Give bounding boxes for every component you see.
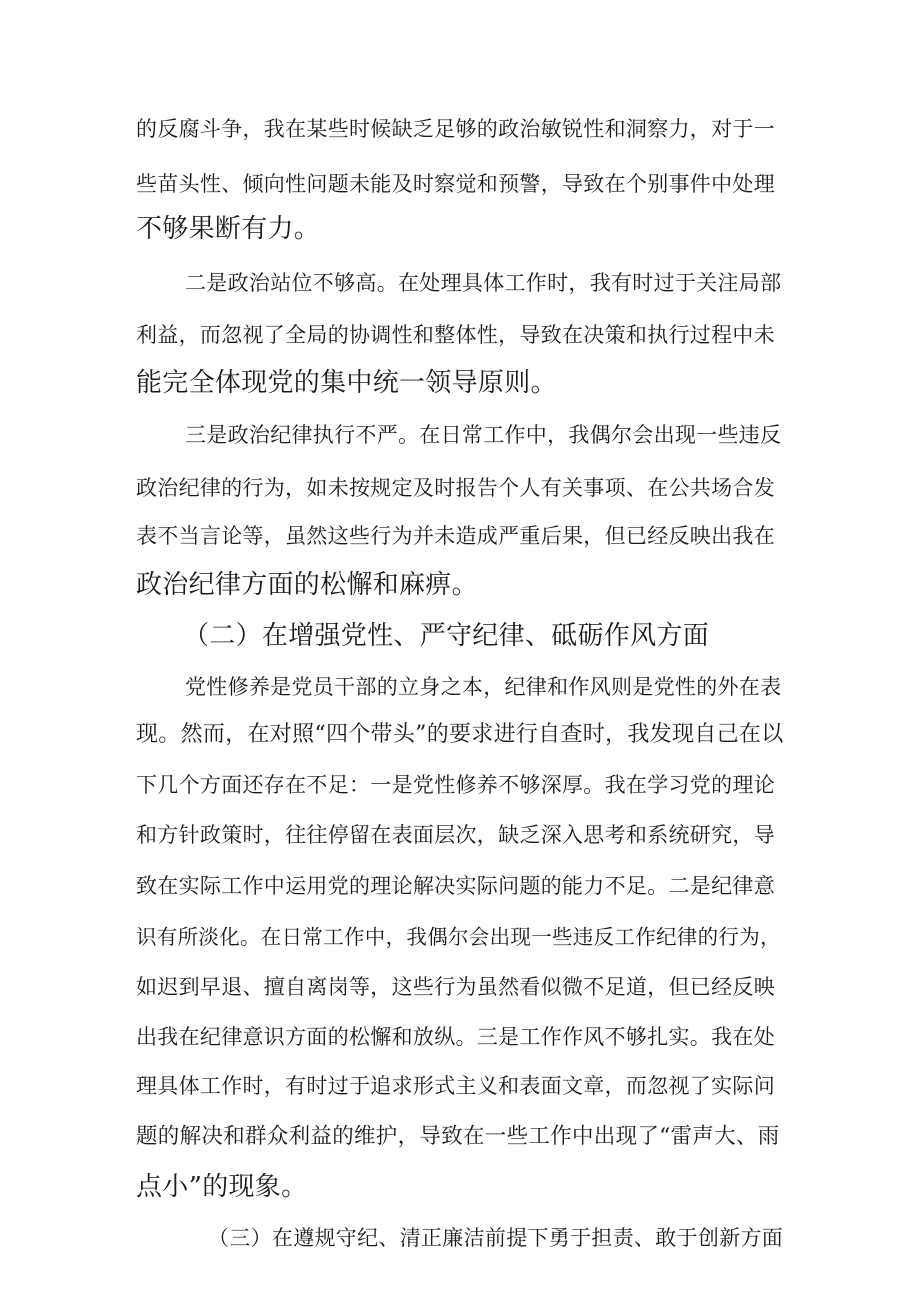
paragraph-line: 政治纪律的行为，如未按规定及时报告个人有关事项、在公共场合发	[136, 476, 775, 500]
paragraph-line: 些苗头性、倾向性问题未能及时察觉和预警，导致在个别事件中处理	[136, 172, 775, 196]
paragraph-line: 点小”的现象。	[136, 1172, 308, 1202]
paragraph-line: 政治纪律方面的松懈和麻痹。	[136, 570, 478, 600]
paragraph-line: 三是政治纪律执行不严。在日常工作中，我偶尔会出现一些违反	[185, 423, 782, 447]
paragraph-line: 利益，而忽视了全局的协调性和整体性，导致在决策和执行过程中未	[136, 323, 775, 347]
section-heading-2: （二）在增强党性、严守纪律、砥砺作风方面	[183, 621, 710, 651]
paragraph-line: 下几个方面还存在不足：一是党性修养不够深厚。我在学习党的理论	[136, 773, 775, 797]
paragraph-line: 能完全体现党的集中统一领导原则。	[136, 368, 557, 398]
paragraph-line: 和方针政策时，往往停留在表面层次，缺乏深入思考和系统研究，导	[136, 823, 775, 847]
paragraph-line: 如迟到早退、擅自离岗等，这些行为虽然看似微不足道，但已经反映	[136, 975, 775, 999]
paragraph-line: 出我在纪律意识方面的松懈和放纵。三是工作作风不够扎实。我在处	[136, 1025, 775, 1049]
section-heading-3: （三）在遵规守纪、清正廉洁前提下勇于担责、敢于创新方面	[208, 1226, 784, 1250]
paragraph-line: 的反腐斗争，我在某些时候缺乏足够的政治敏锐性和洞察力，对于一	[136, 117, 775, 141]
paragraph-line: 不够果断有力。	[136, 214, 321, 244]
paragraph-line: 题的解决和群众利益的维护，导致在一些工作中出现了“雷声大、雨	[136, 1124, 780, 1149]
paragraph-line: 致在实际工作中运用党的理论解决实际问题的能力不足。二是纪律意	[136, 874, 775, 898]
paragraph-line: 理具体工作时，有时过于追求形式主义和表面文章，而忽视了实际问	[136, 1074, 775, 1098]
paragraph-line: 识有所淡化。在日常工作中，我偶尔会出现一些违反工作纪律的行为，	[136, 925, 781, 949]
paragraph-line: 表不当言论等，虽然这些行为并未造成严重后果，但已经反映出我在	[136, 524, 775, 548]
paragraph-line: 现。然而，在对照“四个带头”的要求进行自查时，我发现自己在以	[136, 722, 784, 747]
paragraph-line: 党性修养是党员干部的立身之本，纪律和作风则是党性的外在表	[185, 675, 782, 699]
paragraph-line: 二是政治站位不够高。在处理具体工作时，我有时过于关注局部	[185, 271, 782, 295]
